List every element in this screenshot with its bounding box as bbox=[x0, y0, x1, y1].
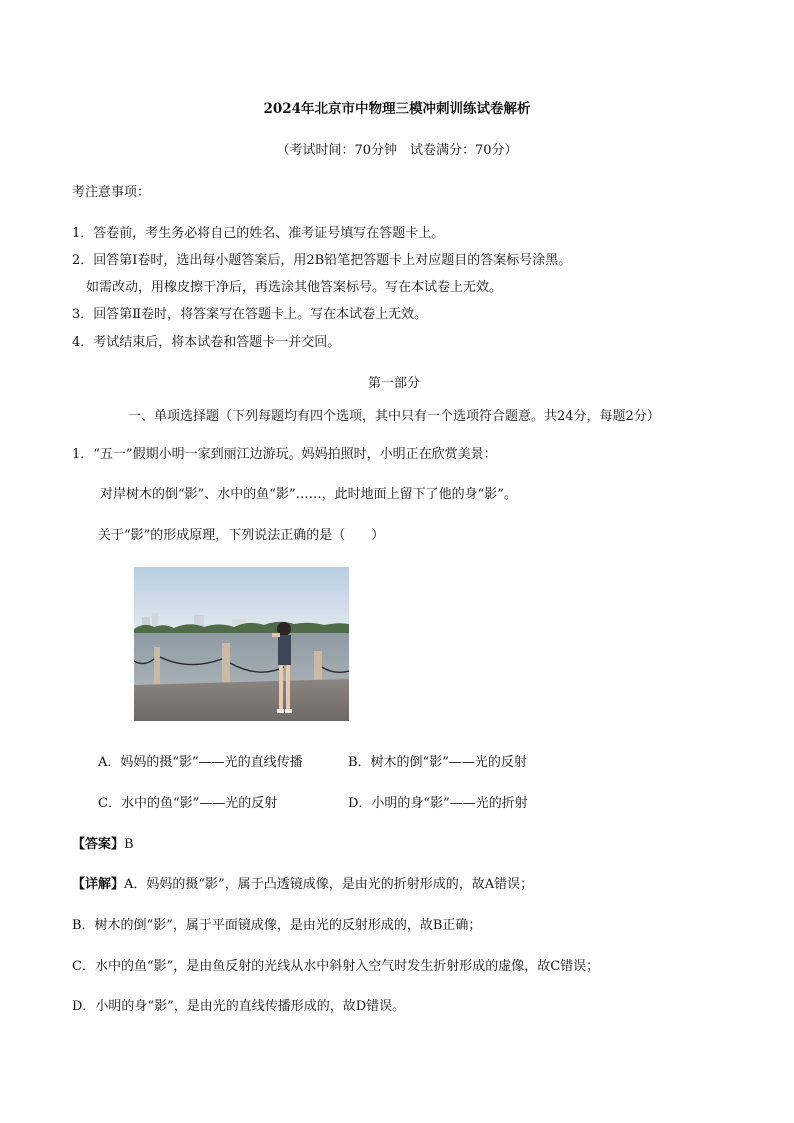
answer bbox=[72, 833, 134, 852]
explanation-line: C．水中的鱼“影”，是由鱼反射的光线从水中斜射入空气时发生折射形成的虚像，故C错误； bbox=[72, 959, 600, 974]
notes-heading: 考注意事项： bbox=[72, 185, 151, 200]
answer-value: B bbox=[124, 837, 134, 852]
explanation-line: B．树木的倒“影”，属于平面镜成像，是由光的反射形成的，故B正确； bbox=[72, 918, 482, 933]
note-item: 1．答卷前，考生务必将自己的姓名、准考证号填写在答题卡上。 bbox=[72, 226, 445, 241]
option-b: B．树木的倒“影”——光的反射 bbox=[348, 755, 527, 770]
question-line: 关于“影”的形成原理，下列说法正确的是（ ） bbox=[98, 528, 385, 543]
answer-label: 【答案】 bbox=[72, 837, 125, 852]
note-item: 4．考试结束后，将本试卷和答题卡一并交回。 bbox=[72, 335, 341, 350]
question-line: 对岸树木的倒“影”、水中的鱼“影”……，此时地面上留下了他的身“影”。 bbox=[100, 487, 517, 502]
question-stem: 1．“五一”假期小明一家到丽江边游玩。妈妈拍照时，小明正在欣赏美景： bbox=[72, 447, 497, 462]
option-d: D．小明的身“影”——光的折射 bbox=[348, 796, 528, 811]
explanation-line: A．妈妈的摄“影”，属于凸透镜成像，是由光的折射形成的，故A错误； bbox=[124, 877, 534, 892]
part-title: 第一部分 bbox=[367, 376, 420, 391]
section-title: 一、单项选择题（下列每题均有四个选项，其中只有一个选项符合题意。共24分，每题2分） bbox=[128, 409, 660, 424]
explanation-label: 【详解】 bbox=[72, 877, 125, 892]
explanation-first-line bbox=[72, 873, 533, 892]
option-c: C．水中的鱼“影”——光的反射 bbox=[98, 796, 278, 811]
exam-info: （考试时间：70分钟 试卷满分：70分） bbox=[276, 143, 518, 158]
note-item: 如需改动，用橡皮擦干净后，再选涂其他答案标号。写在本试卷上无效。 bbox=[86, 280, 503, 295]
question-photo bbox=[134, 567, 349, 721]
note-item: 3．回答第Ⅱ卷时，将答案写在答题卡上。写在本试卷上无效。 bbox=[72, 307, 428, 322]
option-a: A．妈妈的摄“影”——光的直线传播 bbox=[98, 755, 303, 770]
explanation-line: D．小明的身“影”，是由光的直线传播形成的，故D错误。 bbox=[72, 999, 406, 1014]
note-item: 2．回答第Ⅰ卷时，选出每小题答案后，用2B铅笔把答题卡上对应题目的答案标号涂黑。 bbox=[72, 253, 572, 268]
page-title: 2024年北京市中物理三模冲刺训练试卷解析 bbox=[263, 101, 531, 117]
